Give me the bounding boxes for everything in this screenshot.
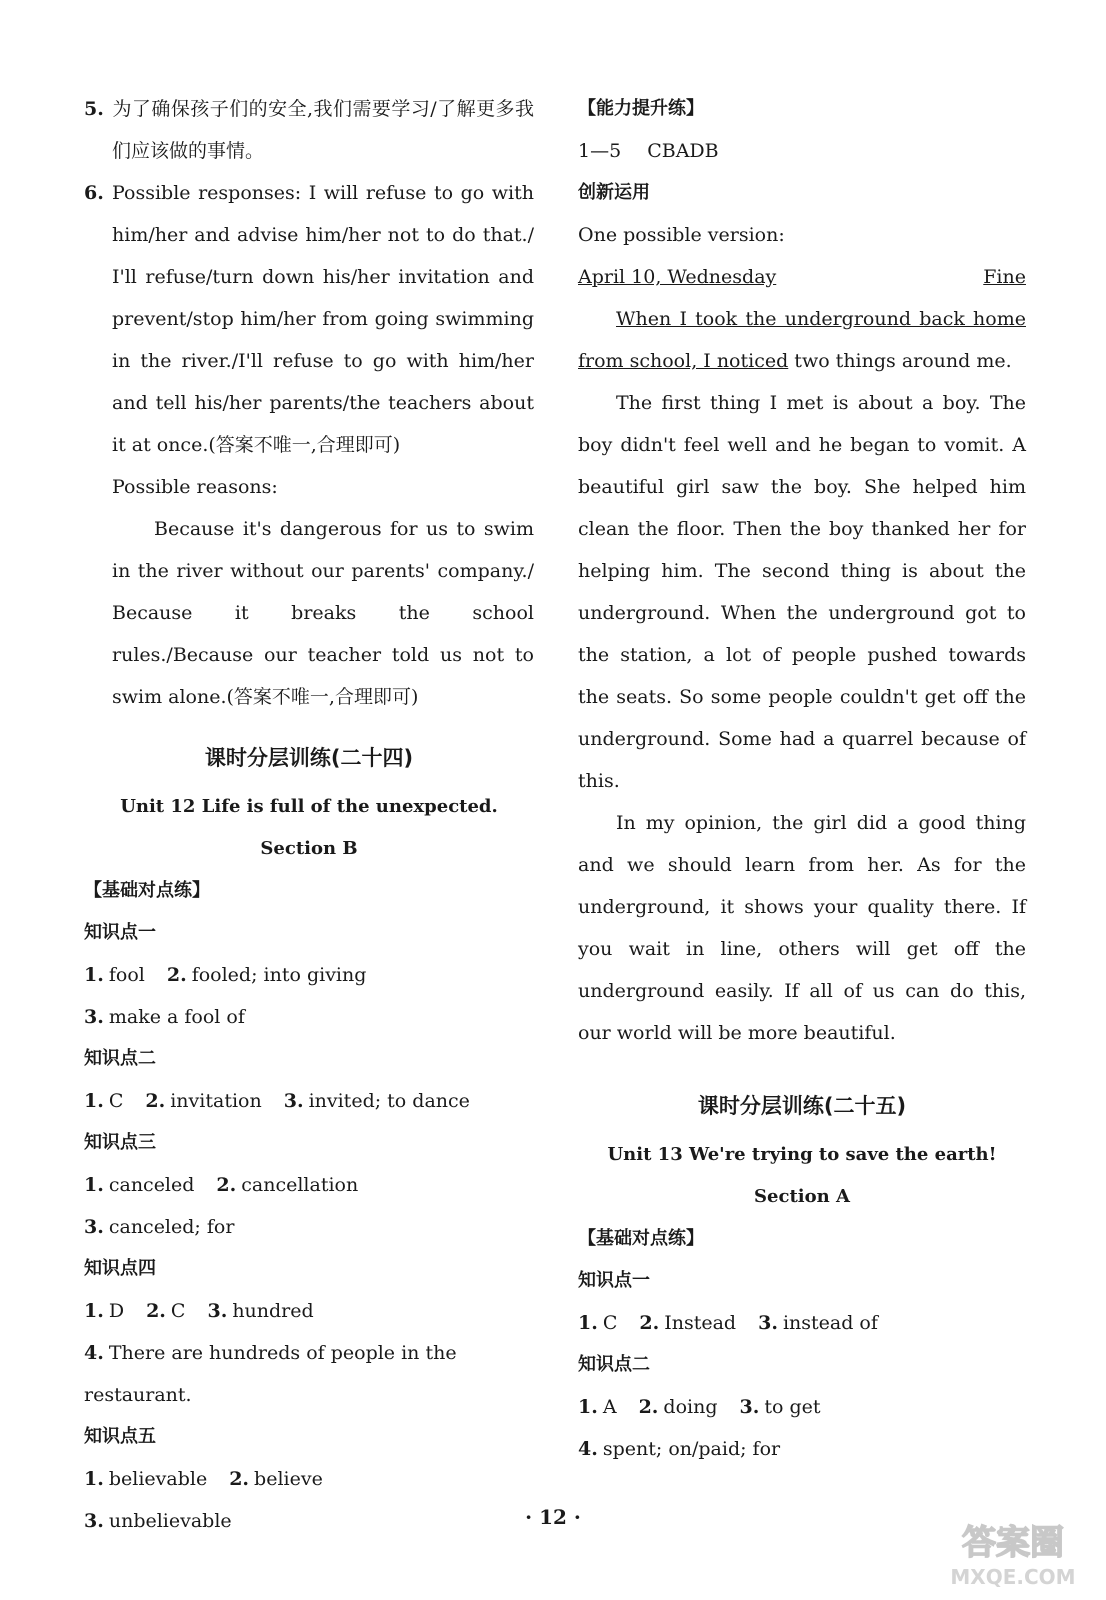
item-number: 2. bbox=[216, 1174, 237, 1196]
left-column bbox=[84, 88, 534, 1542]
innovation-label: 创新运用 bbox=[578, 182, 650, 203]
answer-item bbox=[84, 1468, 207, 1490]
version-label: One possible version: bbox=[578, 224, 785, 246]
answer-item bbox=[639, 1312, 736, 1334]
item-number: 1. bbox=[84, 964, 104, 986]
answer-item bbox=[84, 1216, 234, 1238]
item-number: 3. bbox=[283, 1090, 304, 1112]
answer-item bbox=[578, 1396, 617, 1418]
lesson-title: 课时分层训练(二十五) bbox=[697, 1094, 907, 1118]
item-number: 1. bbox=[578, 1312, 598, 1334]
item-number: 2. bbox=[145, 1090, 166, 1112]
item-answer: canceled bbox=[108, 1174, 195, 1196]
item-number: 1. bbox=[84, 1300, 104, 1322]
item-answer: to get bbox=[764, 1396, 821, 1418]
answer-line bbox=[578, 1302, 1026, 1344]
answer-text: Possible responses: I will refuse to go with him/her and advise him/her not to do that./ I'll refuse/turn down his/her invitation and prevent/stop him/her from going swimming in the river./I'll refuse to go with him/her and tell his/her parents/the teachers about it at once.(答案不唯一,合理即可) bbox=[112, 182, 534, 456]
date-line bbox=[578, 256, 1026, 298]
item-answer: C bbox=[108, 1090, 124, 1112]
answer-item bbox=[578, 1312, 617, 1334]
item-number: 1. bbox=[84, 1174, 104, 1196]
item-answer: make a fool of bbox=[108, 1006, 245, 1028]
answer-line bbox=[84, 954, 534, 996]
item-number: 3. bbox=[207, 1300, 228, 1322]
item-answer: A bbox=[602, 1396, 617, 1418]
answer-line bbox=[84, 1458, 534, 1500]
answer-item bbox=[167, 964, 367, 986]
item-answer: Instead bbox=[664, 1312, 737, 1334]
knowledge-point-2: 知识点二 bbox=[84, 1048, 156, 1069]
watermark-logo bbox=[938, 1512, 1088, 1592]
item-answer: instead of bbox=[782, 1312, 878, 1334]
ability-practice-label: 【能力提升练】 bbox=[578, 98, 704, 119]
knowledge-point-4: 知识点四 bbox=[84, 1258, 156, 1279]
watermark-text: 答案圈 bbox=[962, 1523, 1064, 1563]
item-number: 1. bbox=[84, 1090, 104, 1112]
answer-item bbox=[758, 1312, 878, 1334]
essay-paragraph-1 bbox=[578, 298, 1026, 382]
item-answer: believable bbox=[108, 1468, 208, 1490]
item-number: 4. bbox=[578, 1438, 598, 1460]
answer-text: 为了确保孩子们的安全,我们需要学习/了解更多我们应该做的事情。 bbox=[112, 98, 534, 162]
answer-item bbox=[284, 1090, 470, 1112]
item-number: 2. bbox=[639, 1312, 660, 1334]
lesson-title: 课时分层训练(二十四) bbox=[204, 746, 414, 770]
item-number: 3. bbox=[84, 1006, 104, 1028]
basic-practice-label: 【基础对点练】 bbox=[578, 1228, 704, 1249]
answer-line bbox=[84, 1332, 534, 1416]
answer-item bbox=[84, 1300, 124, 1322]
answer-item bbox=[639, 1396, 718, 1418]
page-number: · 12 · bbox=[525, 1505, 581, 1529]
underlined-text: When I took the underground back home from school, I noticed bbox=[578, 308, 1026, 372]
section-title: Section B bbox=[260, 838, 358, 859]
item-answer: C bbox=[602, 1312, 618, 1334]
paragraph-text: two things around me. bbox=[788, 350, 1012, 372]
basic-practice-label: 【基础对点练】 bbox=[84, 880, 210, 901]
knowledge-point-2: 知识点二 bbox=[578, 1354, 650, 1375]
item-number: 4. bbox=[84, 1342, 104, 1364]
answer-item bbox=[146, 1300, 185, 1322]
answer-item bbox=[578, 1438, 780, 1460]
essay-paragraph-3: In my opinion, the girl did a good thing and we should learn from her. As for the underground, it shows your quality there. If you wait in line, others will get off the underground easily. If all of us can do this, our world will be more beautiful. bbox=[578, 812, 1026, 1044]
item-answer: spent; on/paid; for bbox=[602, 1438, 781, 1460]
answer-line bbox=[84, 1164, 534, 1206]
reasons-label: Possible reasons: bbox=[112, 476, 278, 498]
item-answer: C bbox=[170, 1300, 186, 1322]
diary-date: April 10, Wednesday bbox=[578, 266, 777, 288]
answer-line bbox=[84, 1080, 534, 1122]
answer-item bbox=[84, 1342, 457, 1406]
item-answer: unbelievable bbox=[108, 1510, 232, 1532]
answer-item bbox=[84, 1090, 123, 1112]
item-answer: invitation bbox=[170, 1090, 262, 1112]
item-number: 3. bbox=[758, 1312, 778, 1334]
reasons-text: Because it's dangerous for us to swim in the river without our parents' company./ Because it breaks the school rules./Because our teacher told us not to swim alone.(答案不唯一,合理即可) bbox=[112, 518, 534, 708]
item-answer: cancellation bbox=[241, 1174, 359, 1196]
item-number: 2. bbox=[166, 964, 187, 986]
answer-item bbox=[84, 964, 145, 986]
item-answer: doing bbox=[663, 1396, 718, 1418]
answer-item bbox=[84, 1006, 245, 1028]
answer-item-6 bbox=[84, 172, 534, 466]
item-number: 2. bbox=[229, 1468, 250, 1490]
answer-item bbox=[216, 1174, 358, 1196]
answer-item bbox=[207, 1300, 313, 1322]
item-number: 5. bbox=[84, 98, 104, 120]
item-answer: D bbox=[108, 1300, 125, 1322]
knowledge-point-1: 知识点一 bbox=[84, 922, 156, 943]
knowledge-point-5: 知识点五 bbox=[84, 1426, 156, 1447]
item-answer: There are hundreds of people in the restaurant. bbox=[84, 1342, 457, 1406]
answer-item bbox=[229, 1468, 323, 1490]
item-answer: canceled; for bbox=[108, 1216, 235, 1238]
diary-weather: Fine bbox=[983, 266, 1026, 288]
section-title: Section A bbox=[754, 1186, 850, 1207]
answer-line bbox=[84, 1206, 534, 1248]
knowledge-point-3: 知识点三 bbox=[84, 1132, 156, 1153]
answer-range: 1—5 bbox=[578, 140, 622, 162]
answer-line bbox=[578, 1428, 1026, 1470]
essay-paragraph-2: The first thing I met is about a boy. The boy didn't feel well and he began to vomit. A beautiful girl saw the boy. She helped him clean the floor. Then the boy thanked her for helping him. The second thing is about the underground. When the underground got to the station, a lot of people pushed towards the seats. So some people couldn't get off the underground. Some had a quarrel because of this. bbox=[578, 392, 1026, 792]
unit-title: Unit 12 Life is full of the unexpected. bbox=[120, 796, 498, 817]
item-number: 2. bbox=[146, 1300, 166, 1322]
item-answer: hundred bbox=[232, 1300, 314, 1322]
item-answer: believe bbox=[254, 1468, 323, 1490]
item-answer: fool bbox=[108, 964, 145, 986]
answer-item bbox=[84, 1174, 194, 1196]
answer-item bbox=[145, 1090, 261, 1112]
item-answer: invited; to dance bbox=[308, 1090, 470, 1112]
answer-letters: CBADB bbox=[647, 140, 719, 162]
watermark-url: MXQE.COM bbox=[950, 1565, 1076, 1589]
item-number: 1. bbox=[84, 1468, 104, 1490]
item-number: 2. bbox=[638, 1396, 659, 1418]
answer-item bbox=[740, 1396, 821, 1418]
right-column bbox=[578, 88, 1026, 1470]
item-number: 1. bbox=[578, 1396, 598, 1418]
item-number: 3. bbox=[84, 1216, 104, 1238]
ability-answer-line bbox=[578, 130, 1026, 172]
item-number: 3. bbox=[84, 1510, 104, 1532]
unit-title: Unit 13 We're trying to save the earth! bbox=[607, 1144, 997, 1165]
item-number: 6. bbox=[84, 182, 104, 204]
answer-line bbox=[578, 1386, 1026, 1428]
item-answer: fooled; into giving bbox=[191, 964, 367, 986]
answer-line bbox=[84, 1290, 534, 1332]
knowledge-point-1: 知识点一 bbox=[578, 1270, 650, 1291]
answer-line bbox=[84, 996, 534, 1038]
answer-item-5 bbox=[84, 88, 534, 172]
item-number: 3. bbox=[739, 1396, 760, 1418]
